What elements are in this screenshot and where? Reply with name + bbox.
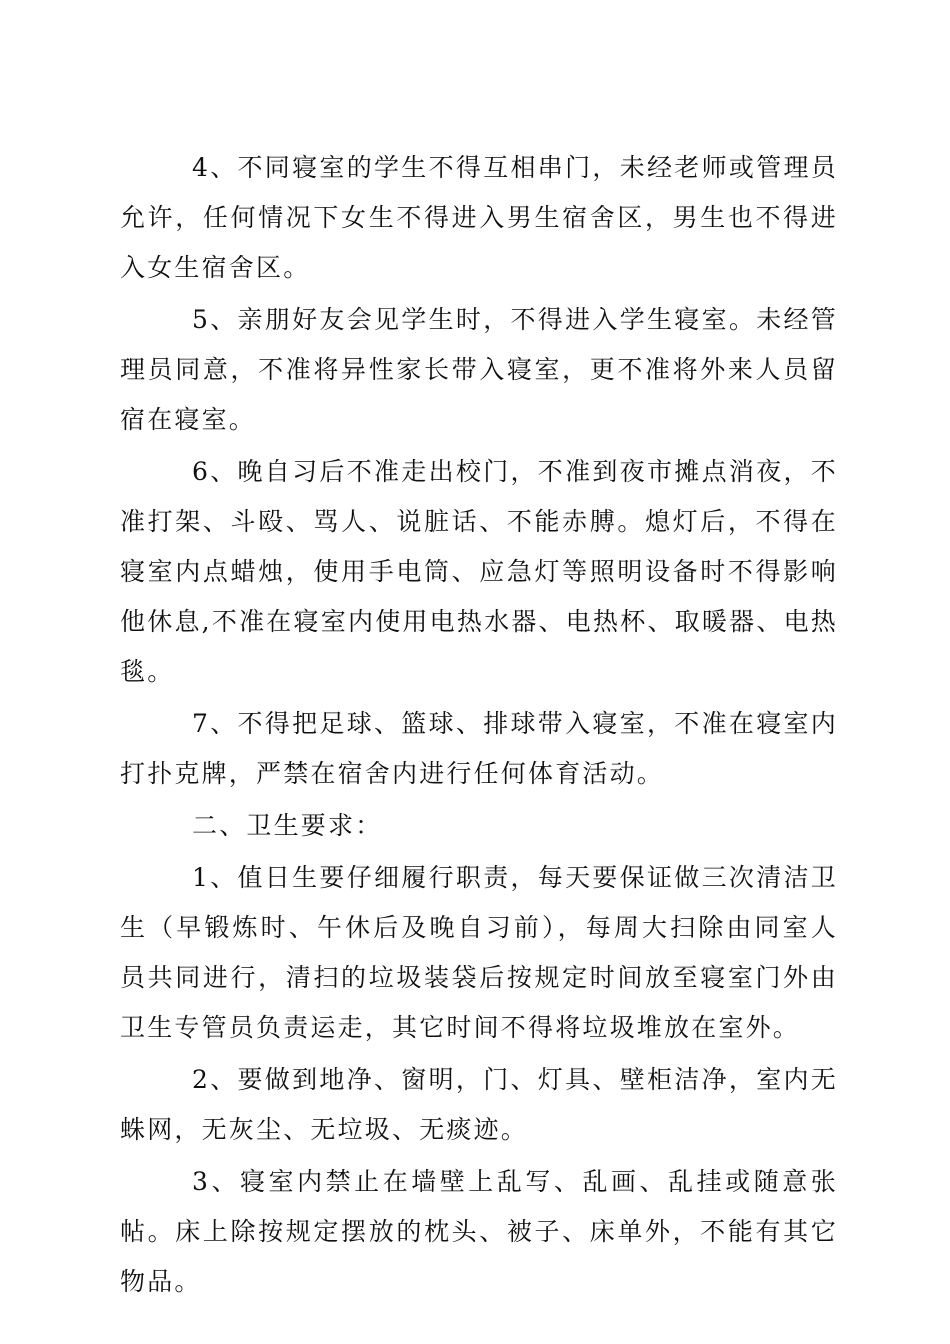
document-body xyxy=(120,143,838,1309)
paragraph-hygiene-3: 3、寝室内禁止在墙壁上乱写、乱画、乱挂或随意张帖。床上除按规定摆放的枕头、被子、床单外，不能有其它物品。 xyxy=(120,1167,838,1296)
paragraph-hygiene-2: 2、要做到地净、窗明，门、灯具、壁柜洁净，室内无蛛网，无灰尘、无垃圾、无痰迹。 xyxy=(120,1065,838,1144)
paragraph-rule-4: 4、不同寝室的学生不得互相串门，未经老师或管理员允许，任何情况下女生不得进入男生宿舍区，男生也不得进入女生宿舍区。 xyxy=(120,153,838,282)
paragraph-rule-5: 5、亲朋好友会见学生时，不得进入学生寝室。未经管理员同意，不准将异性家长带入寝室，更不准将外来人员留宿在寝室。 xyxy=(120,305,838,434)
section-heading-hygiene: 二、卫生要求： xyxy=(192,811,383,840)
paragraph-hygiene-1: 1、值日生要仔细履行职责，每天要保证做三次清洁卫生（早锻炼时、午休后及晚自习前），每周大扫除由同室人员共同进行，清扫的垃圾装袋后按规定时间放至寝室门外由卫生专管员负责运走，其它时间不得将垃圾堆放在室外。 xyxy=(120,863,838,1042)
paragraph-rule-6: 6、晚自习后不准走出校门，不准到夜市摊点消夜，不准打架、斗殴、骂人、说脏话、不能赤膊。熄灯后，不得在寝室内点蜡烛，使用手电筒、应急灯等照明设备时不得影响他休息,不准在寝室内使用电热水器、电热杯、取暖器、电热毯。 xyxy=(120,457,838,686)
paragraph-rule-7: 7、不得把足球、篮球、排球带入寝室，不准在寝室内打扑克牌，严禁在宿舍内进行任何体育活动。 xyxy=(120,709,838,788)
